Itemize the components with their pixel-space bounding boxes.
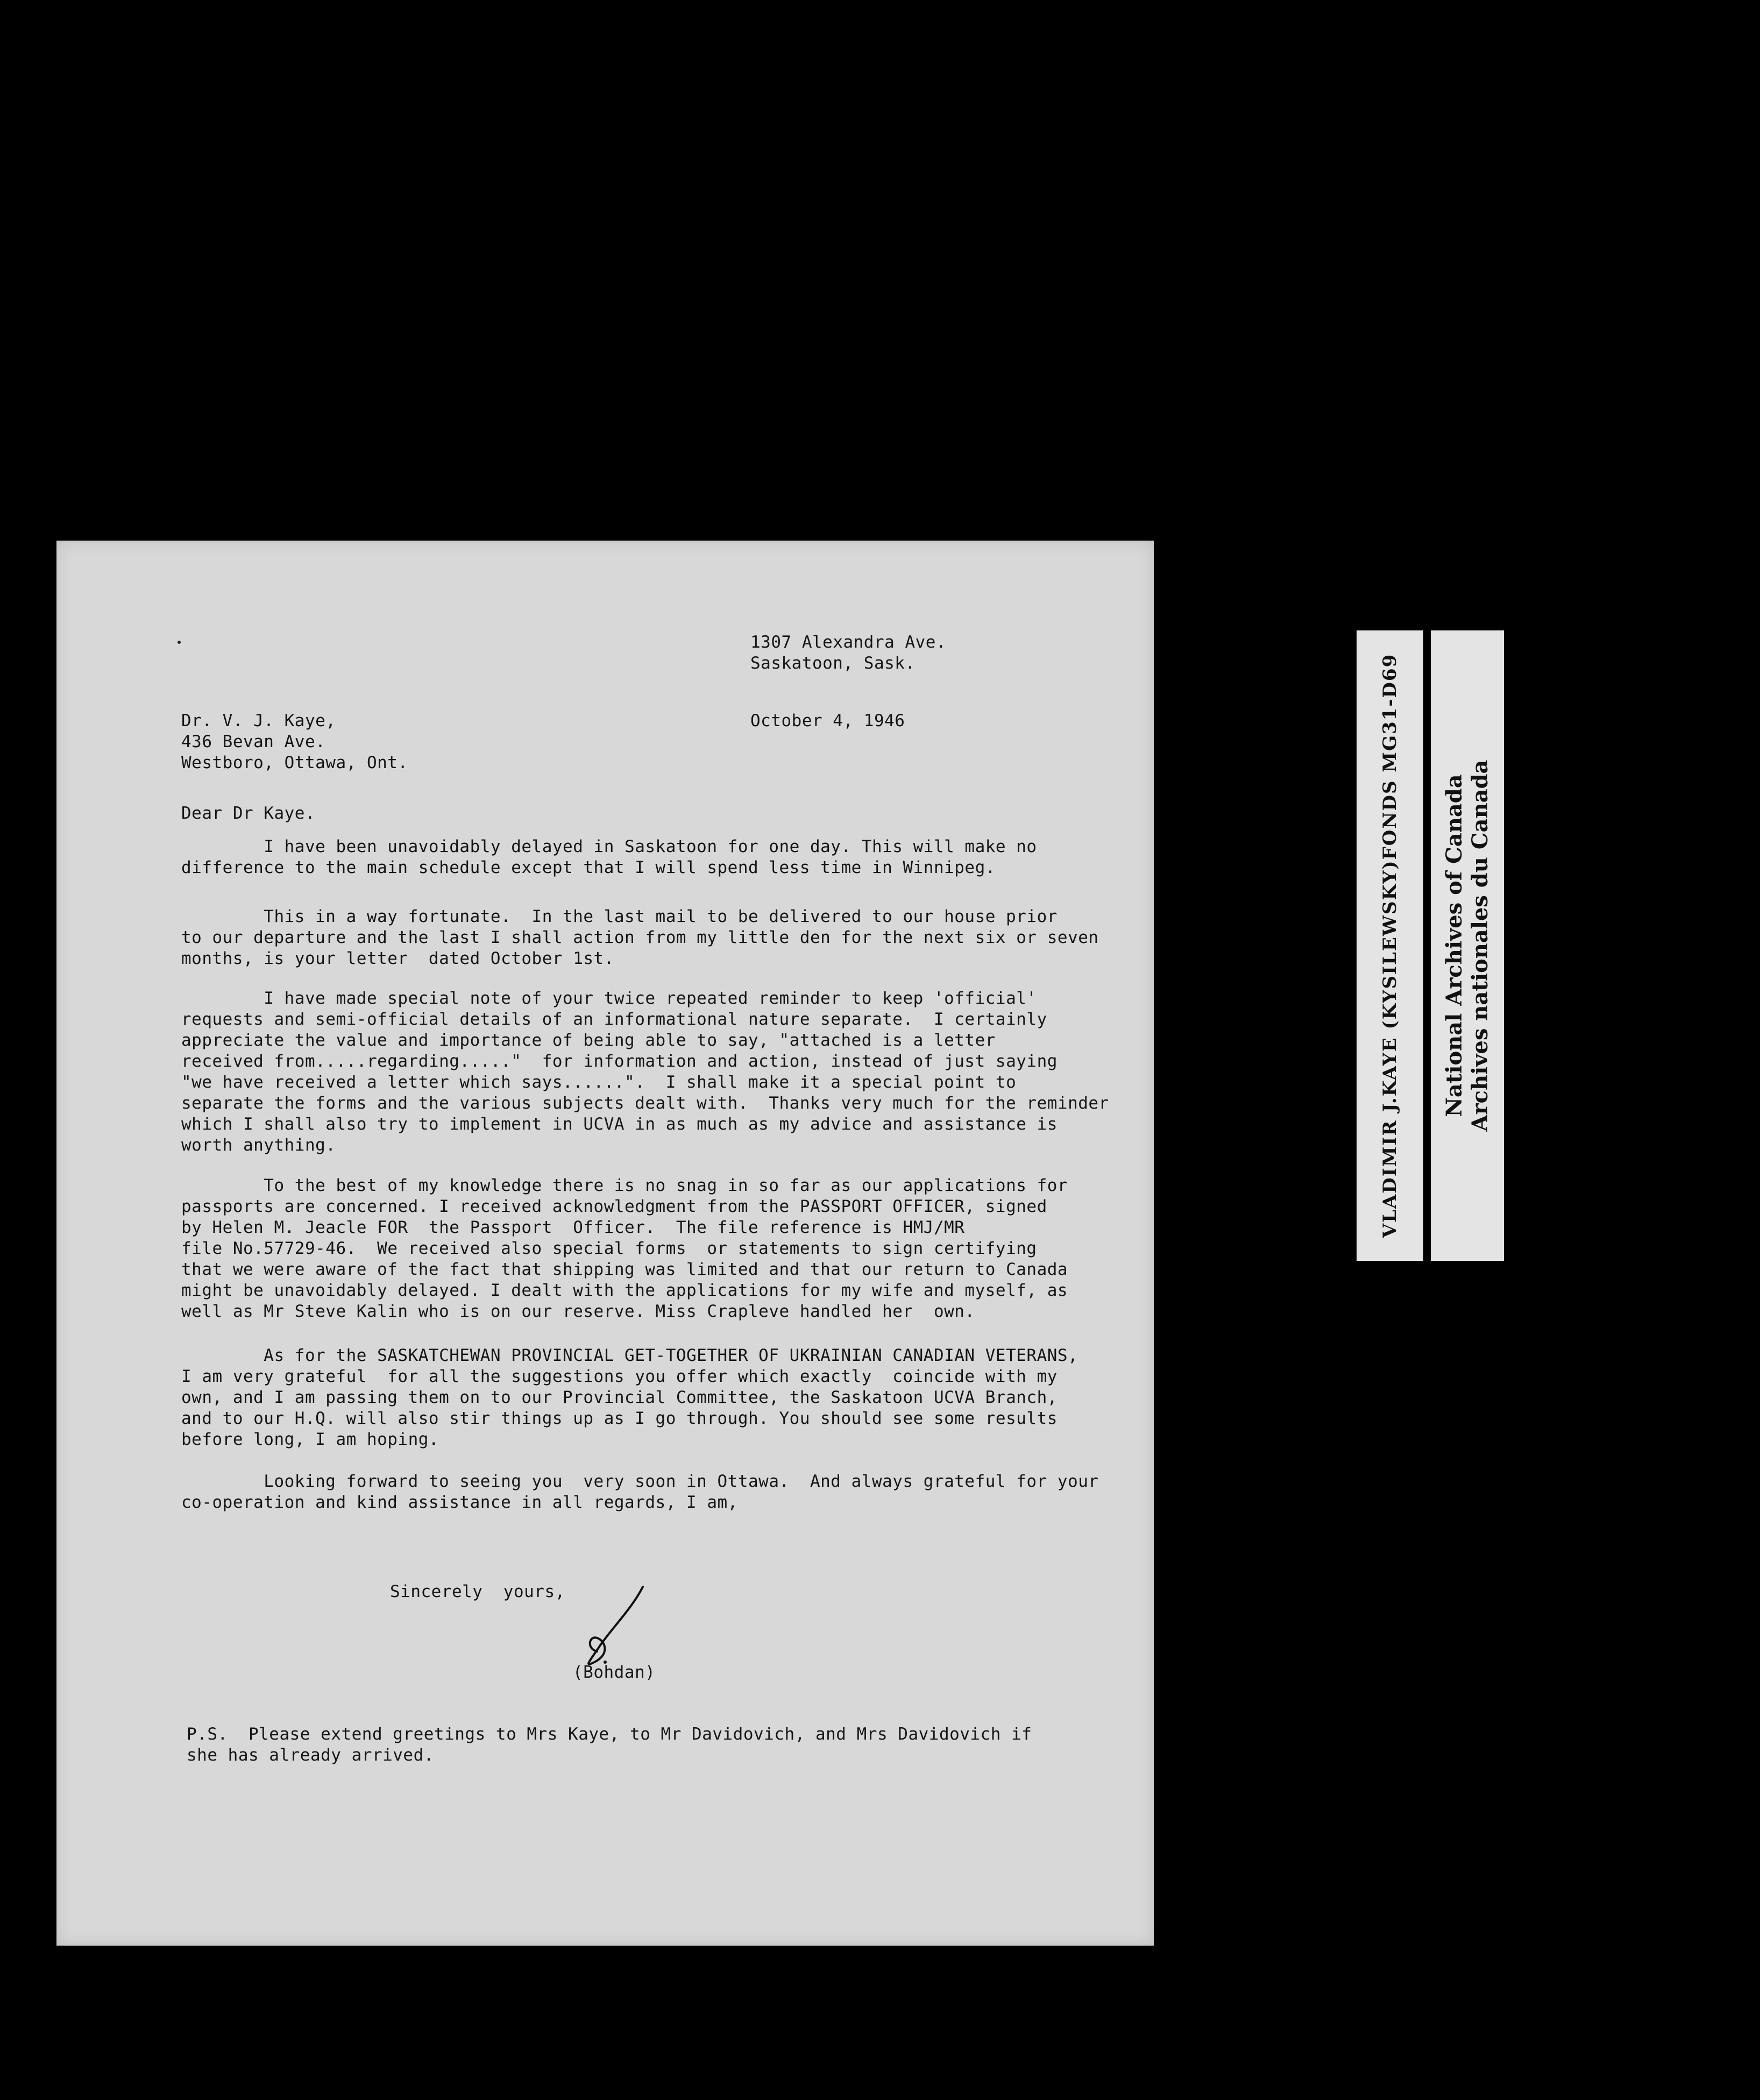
postscript: P.S. Please extend greetings to Mrs Kaye, to Mr Davidovich, and Mrs Davidovich if she has already arrived. <box>187 1725 1032 1765</box>
paragraph: I have made special note of your twice repeated reminder to keep 'official' requests and semi-official details of an informational nature separate. I certainly appreciate the value and importance of being able to say, "attached is a letter received from.....regarding....." for information and action, instead of just saying "we have received a letter which says......". I shall make it a special point to separate the forms and the various subjects dealt with. Thanks very much for the reminder which I shall also try to implement in UCVA in as much as my advice and assistance is worth anything. <box>181 989 1109 1155</box>
closing: Sincerely yours, <box>390 1582 565 1601</box>
stray-mark <box>178 641 181 644</box>
archives-name-fr: Archives nationales du Canada <box>1467 760 1493 1132</box>
archives-label-panel <box>1431 630 1504 1261</box>
archives-name <box>1442 760 1493 1132</box>
signer-name: (Bohdan) <box>573 1663 656 1682</box>
archive-label <box>1357 630 1504 1261</box>
sender-address-line: 1307 Alexandra Ave. <box>750 633 947 652</box>
recipient-address <box>181 711 408 774</box>
paragraph: I have been unavoidably delayed in Saskatoon for one day. This will make no difference to the main schedule except that I will spend less time in Winnipeg. <box>181 837 1037 877</box>
paragraph: As for the SASKATCHEWAN PROVINCIAL GET-TOGETHER OF UKRAINIAN CANADIAN VETERANS, I am very grateful for all the suggestions you offer which exactly coincide with my own, and I am passing them on to our Provincial Committee, the Saskatoon UCVA Branch, and to our H.Q. will also stir things up as I go through. You should see some results before long, I am hoping. <box>181 1346 1078 1449</box>
paragraph: To the best of my knowledge there is no snag in so far as our applications for passports are concerned. I received acknowledgment from the PASSPORT OFFICER, signed by Helen M. Jeacle FOR the Passport Officer. The file reference is HMJ/MR file No.57729-46. We received also special forms or statements to sign certifying that we were aware of the fact that shipping was limited and that our return to Canada might be unavoidably delayed. I dealt with the applications for my wife and myself, as well as Mr Steve Kalin who is on our reserve. Miss Crapleve handled her own. <box>181 1176 1068 1321</box>
recipient-line: Westboro, Ottawa, Ont. <box>181 753 408 772</box>
paragraph: This in a way fortunate. In the last mail to be delivered to our house prior to our departure and the last I shall action from my little den for the next six or seven months, is your letter dated October 1st. <box>181 907 1099 968</box>
recipient-line: Dr. V. J. Kaye, <box>181 711 336 730</box>
recipient-line: 436 Bevan Ave. <box>181 732 326 751</box>
letter-date: October 4, 1946 <box>750 711 905 730</box>
letter-page <box>56 541 1154 1946</box>
sender-address <box>750 632 946 674</box>
paragraph: Looking forward to seeing you very soon in Ottawa. And always grateful for your co-operation and kind assistance in all regards, I am, <box>181 1472 1099 1512</box>
fonds-label-panel <box>1357 630 1423 1261</box>
fonds-reference: VLADIMIR J.KAYE (KYSILEWSKY)FONDS MG31-D69 <box>1379 653 1401 1238</box>
archives-name-en: National Archives of Canada <box>1442 774 1467 1117</box>
salutation: Dear Dr Kaye. <box>181 804 316 823</box>
handwritten-signature <box>573 1581 654 1673</box>
sender-address-line: Saskatoon, Sask. <box>750 654 916 673</box>
